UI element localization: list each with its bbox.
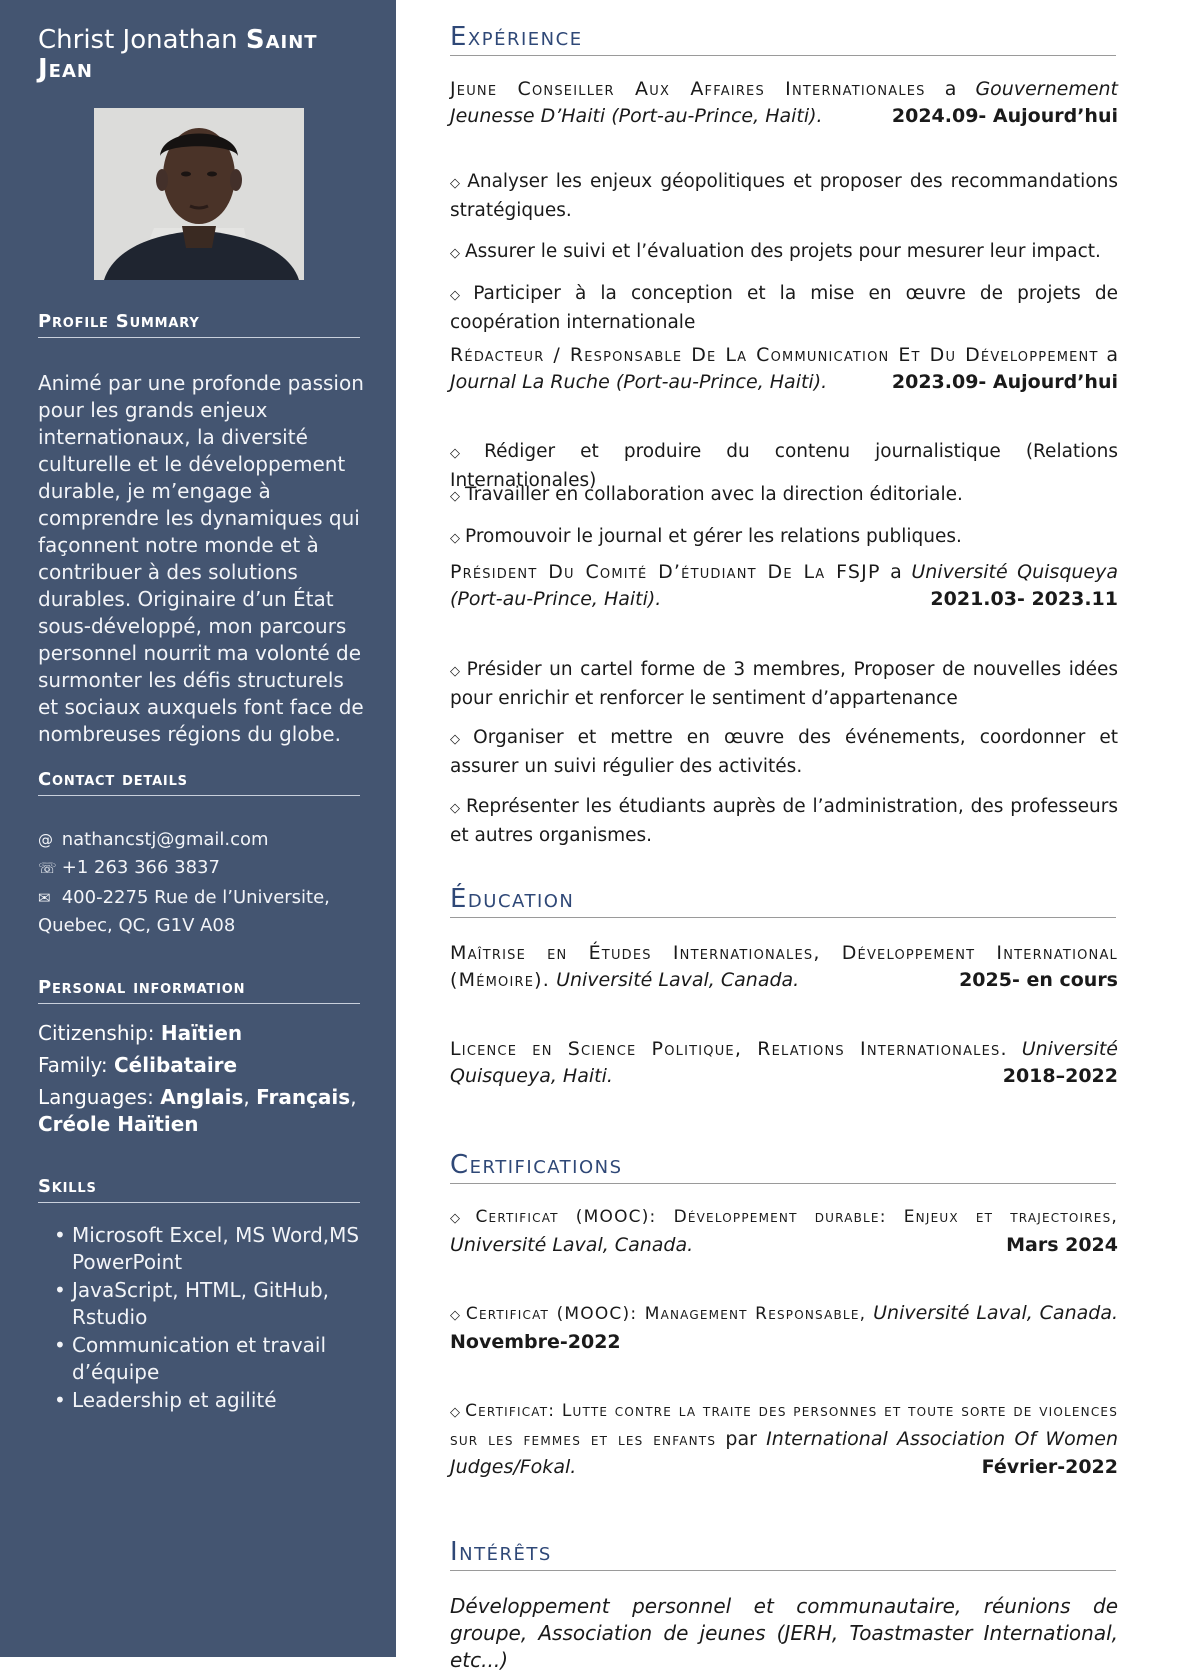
job-date: 2023.09- Aujourd’hui xyxy=(891,371,1118,393)
languages-row: Languages: Anglais, Français, Créole Haïtien xyxy=(38,1085,357,1136)
diamond-bullet-icon: ◇ xyxy=(450,1211,471,1226)
diamond-bullet-icon: ◇ xyxy=(450,732,469,747)
certification-entry: ◇ Certificat: Lutte contre la traite des personnes et toute sorte de violences sur les femmes et les enfants par International Association Of Women Judges/Fokal. Février-2022 xyxy=(450,1397,1118,1481)
skills-heading: Skills xyxy=(38,1176,360,1203)
certification-date: Mars 2024 xyxy=(1006,1234,1118,1256)
job-date: 2021.03- 2023.11 xyxy=(930,588,1118,610)
interests-text: Développement personnel et communautaire, réunions de groupe, Association de jeunes (JERH, Toastmaster International, etc...) xyxy=(450,1594,1118,1672)
sidebar xyxy=(0,0,396,1657)
skills-list xyxy=(38,1222,368,1415)
experience-heading: Expérience xyxy=(450,22,1116,56)
interests-heading: Intérêts xyxy=(450,1537,1116,1571)
certification-entry: ◇ Certificat (MOOC): Management Responsable, Université Laval, Canada. Novembre-2022 xyxy=(450,1302,1119,1353)
job-date: 2024.09- Aujourd’hui xyxy=(891,105,1118,127)
contact-details-heading: Contact details xyxy=(38,769,360,796)
experience-bullet: ◇ Travailler en collaboration avec la direction éditoriale. xyxy=(450,484,963,505)
diamond-bullet-icon: ◇ xyxy=(450,1308,461,1323)
skill-item: • JavaScript, HTML, GitHub, Rstudio xyxy=(38,1277,368,1331)
personal-information xyxy=(38,1020,368,1138)
candidate-name: Christ Jonathan Saint Jean xyxy=(38,25,318,84)
diamond-bullet-icon: ◇ xyxy=(450,176,463,191)
profile-photo xyxy=(94,108,304,280)
profile-photo-illustration xyxy=(94,108,304,280)
certification-date: Février-2022 xyxy=(981,1456,1118,1478)
experience-bullet: ◇ Participer à la conception et la mise en œuvre de projets de coopération internationale xyxy=(450,283,1118,333)
experience-entry xyxy=(450,342,1118,396)
experience-bullet: ◇ Assurer le suivi et l’évaluation des projets pour mesurer leur impact. xyxy=(450,241,1101,262)
education-entry: Maîtrise en Études Internationales, Développement International (Mémoire). Université Laval, Canada. 2025- en cours xyxy=(450,940,1118,994)
diamond-bullet-icon: ◇ xyxy=(450,801,461,816)
job-title-line: Rédacteur / Responsable De La Communication Et Du Développement a Journal La Ruche (Port-au-Prince, Haiti). 2023.09- Aujourd’hui xyxy=(450,342,1118,396)
at-icon: @ xyxy=(38,831,53,849)
skill-item: • Leadership et agilité xyxy=(38,1387,368,1414)
experience-entry xyxy=(450,76,1118,130)
diamond-bullet-icon: ◇ xyxy=(450,489,460,504)
contact-details xyxy=(38,826,368,939)
education-date: 2025- en cours xyxy=(959,969,1118,991)
phone-icon: ☏ xyxy=(38,859,57,877)
envelope-icon: ✉ xyxy=(38,889,51,907)
experience-bullet: ◇ Promouvoir le journal et gérer les relations publiques. xyxy=(450,526,962,547)
diamond-bullet-icon: ◇ xyxy=(450,246,460,261)
education-date: 2018–2022 xyxy=(1002,1065,1118,1087)
contact-phone[interactable]: ☏ +1 263 366 3837 xyxy=(38,854,368,882)
certification-entry: ◇ Certificat (MOOC): Développement durable: Enjeux et trajectoires, Université Laval, Canada. Mars 2024 xyxy=(450,1203,1118,1259)
job-title-line: Jeune Conseiller Aux Affaires Internationales a Gouvernement Jeunesse D’Haiti (Port-au-Prince, Haiti). 2024.09- Aujourd’hui xyxy=(450,76,1118,130)
certification-date: Novembre-2022 xyxy=(450,1331,621,1353)
skill-item: • Microsoft Excel, MS Word,MS PowerPoint xyxy=(38,1222,368,1276)
contact-email[interactable]: @ nathancstj@gmail.com xyxy=(38,826,368,854)
diamond-bullet-icon: ◇ xyxy=(450,664,462,679)
experience-entry xyxy=(450,559,1118,613)
diamond-bullet-icon: ◇ xyxy=(450,446,480,461)
diamond-bullet-icon: ◇ xyxy=(450,531,460,546)
job-title-line: Président Du Comité D’étudiant De La FSJP a Université Quisqueya (Port-au-Prince, Haiti). 2021.03- 2023.11 xyxy=(450,559,1118,613)
personal-information-heading: Personal information xyxy=(38,977,360,1004)
diamond-bullet-icon: ◇ xyxy=(450,1405,461,1420)
citizenship-row: Citizenship: Haïtien xyxy=(38,1021,243,1045)
experience-bullet: ◇ Analyser les enjeux géopolitiques et proposer des recommandations stratégiques. xyxy=(450,171,1119,221)
education-entry: Licence en Science Politique, Relations Internationales. Université Quisqueya, Haiti. 2018–2022 xyxy=(450,1036,1118,1090)
education-heading: Éducation xyxy=(450,884,1116,918)
skill-item: • Communication et travail d’équipe xyxy=(38,1332,368,1386)
profile-summary-heading: Profile Summary xyxy=(38,311,360,338)
experience-bullet: ◇ Représenter les étudiants auprès de l’administration, des professeurs et autres organismes. xyxy=(450,796,1119,846)
family-row: Family: Célibataire xyxy=(38,1053,238,1077)
diamond-bullet-icon: ◇ xyxy=(450,288,469,303)
certifications-heading: Certifications xyxy=(450,1150,1116,1184)
experience-bullet: ◇ Rédiger et produire du contenu journalistique (Relations Internationales) xyxy=(450,441,1118,491)
experience-bullet: ◇ Organiser et mettre en œuvre des événements, coordonner et assurer un suivi régulier des activités. xyxy=(450,727,1118,777)
contact-address: ✉ 400-2275 Rue de l’Universite, Quebec, QC, G1V A08 xyxy=(38,887,330,936)
profile-summary-text: Animé par une profonde passion pour les grands enjeux internationaux, la diversité culturelle et le développement durable, je m’engage à comprendre les dynamiques qui façonnent notre monde et à contribuer à des solutions durables. Originaire d’un État sous-développé, mon parcours personnel nourrit ma volonté de surmonter les défis structurels et sociaux auxquels font face de nombreuses régions du globe. xyxy=(38,371,364,746)
experience-bullet: ◇ Présider un cartel forme de 3 membres, Proposer de nouvelles idées pour enrichir et renforcer le sentiment d’appartenance xyxy=(450,659,1118,709)
